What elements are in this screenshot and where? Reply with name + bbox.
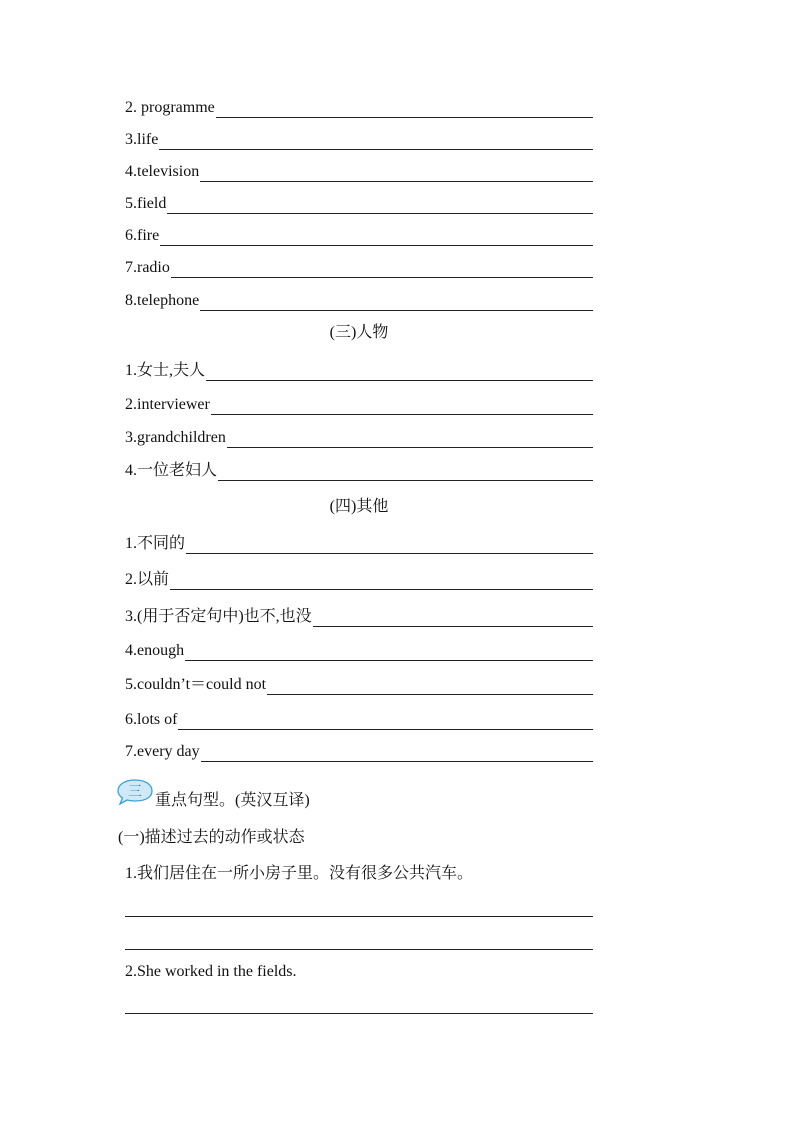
answer-blank[interactable] [200,296,593,311]
badge-number: 三 [128,784,142,800]
vocab-row [125,224,593,246]
vocab-row [125,426,593,448]
vocab-label: 3.life [125,131,159,148]
vocab-row [125,605,593,627]
vocab-label: 5.field [125,195,167,212]
vocab-label: 3.(用于否定句中)也不,也没 [125,608,312,625]
vocab-row [125,393,593,415]
answer-blank[interactable] [171,263,593,278]
vocab-row [125,673,593,695]
vocab-row [125,160,593,182]
answer-blank[interactable] [200,167,593,182]
answer-blank[interactable] [170,575,593,590]
answer-line[interactable] [125,949,593,950]
vocab-row [125,459,593,481]
vocab-label: 5.couldn’t＝could not [125,676,267,693]
question-1: 1.我们居住在一所小房子里。没有很多公共汽车。 [125,865,474,882]
answer-blank[interactable] [178,715,593,730]
speech-bubble-icon [116,778,154,806]
vocab-label: 8.telephone [125,292,200,309]
answer-blank[interactable] [159,135,593,150]
vocab-label: 7.every day [125,743,200,760]
answer-blank[interactable] [186,539,593,554]
answer-blank[interactable] [211,400,593,415]
section-heading: (三)人物 [329,324,389,341]
answer-blank[interactable] [201,747,593,762]
answer-blank[interactable] [227,433,593,448]
vocab-label: 4.television [125,163,200,180]
vocab-row [125,740,593,762]
vocab-row [125,568,593,590]
answer-blank[interactable] [216,103,593,118]
vocab-label: 7.radio [125,259,170,276]
vocab-row [125,289,593,311]
answer-blank[interactable] [160,231,593,246]
question-2: 2.She worked in the fields. [125,963,297,980]
answer-blank[interactable] [313,612,593,627]
answer-blank[interactable] [218,466,593,481]
answer-line[interactable] [125,916,593,917]
vocab-label: 3.grandchildren [125,429,226,446]
vocab-label: 2.以前 [125,571,170,588]
answer-line[interactable] [125,1013,593,1014]
answer-blank[interactable] [267,680,593,695]
vocab-label: 4.一位老妇人 [125,462,218,479]
vocab-label: 2.interviewer [125,396,210,413]
vocab-label: 4.enough [125,642,185,659]
vocab-row [125,532,593,554]
answer-blank[interactable] [185,646,593,661]
vocab-row [125,708,593,730]
vocab-row [125,256,593,278]
vocab-row [125,96,593,118]
vocab-row [125,639,593,661]
vocab-label: 2. programme [125,99,215,116]
answer-blank[interactable] [167,199,593,214]
section-heading: (四)其他 [329,498,389,515]
vocab-row [125,192,593,214]
vocab-label: 1.女士,夫人 [125,362,206,379]
vocab-label: 1.不同的 [125,535,186,552]
vocab-label: 6.lots of [125,711,178,728]
answer-blank[interactable] [206,366,593,381]
sub-heading: (一)描述过去的动作或状态 [118,829,305,846]
vocab-row [125,128,593,150]
vocab-row [125,359,593,381]
vocab-label: 6.fire [125,227,160,244]
part-title: 重点句型。(英汉互译) [155,792,310,809]
